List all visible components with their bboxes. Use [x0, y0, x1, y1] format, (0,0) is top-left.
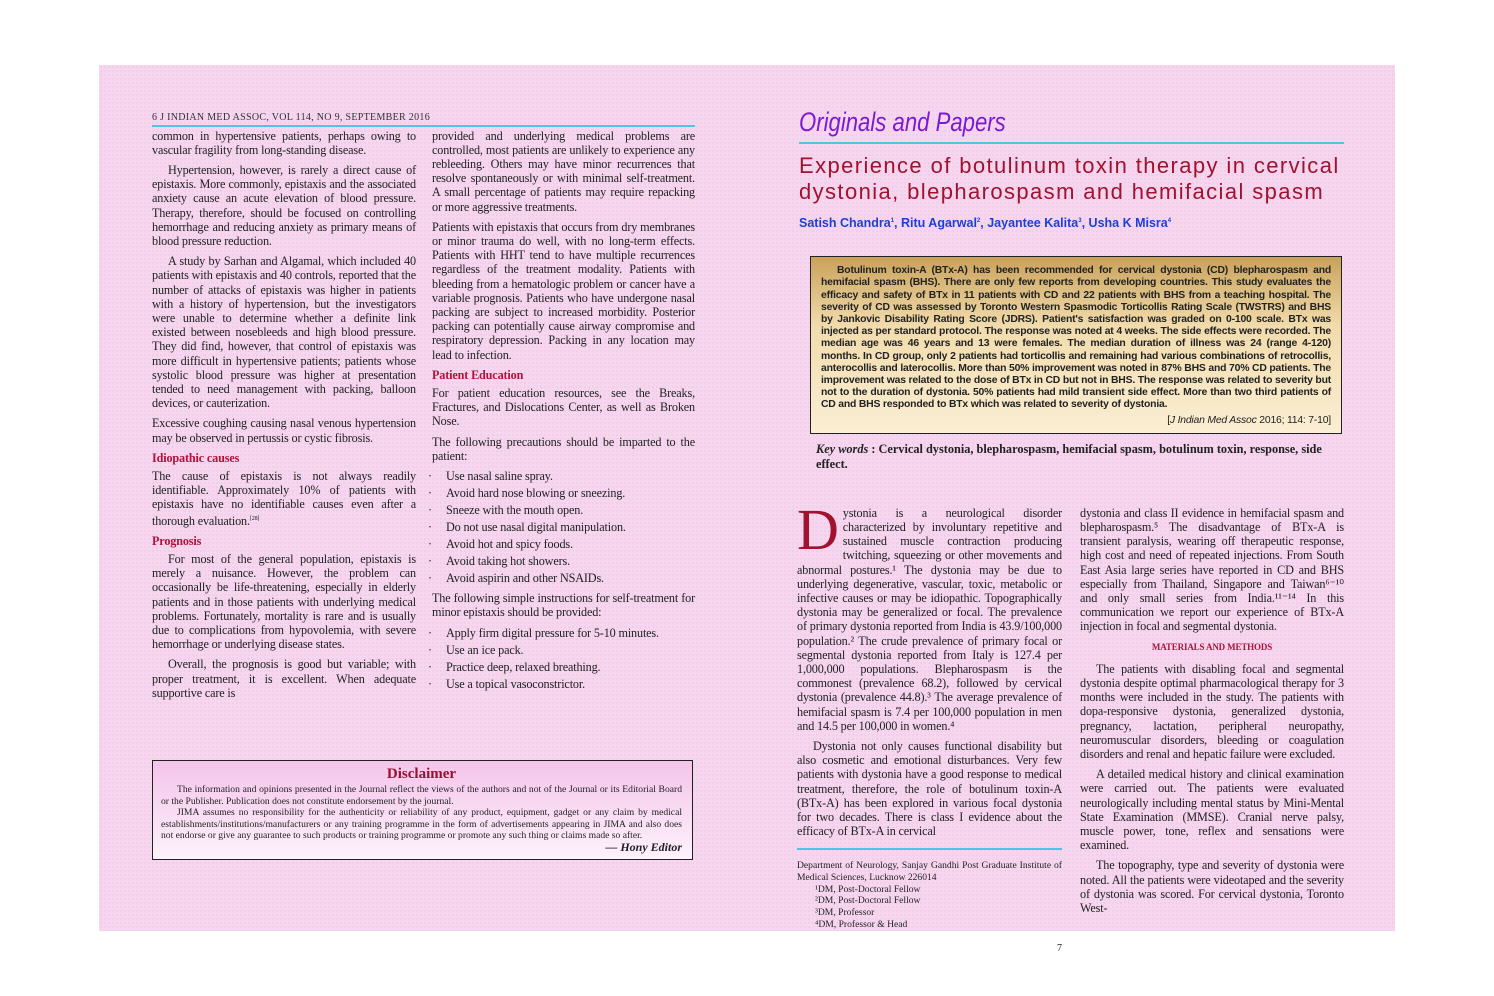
- disclaimer-signature: — Hony Editor: [605, 839, 682, 854]
- author: Satish Chandra: [799, 216, 891, 231]
- list-item: · Apply firm digital pressure for 5-10 minutes.: [432, 626, 695, 640]
- list-item: · Use a topical vasoconstrictor.: [432, 677, 695, 691]
- paragraph: The topography, type and severity of dystonia were noted. All the patients were videotaped and the severity of dystonia was scored. For cervical dystonia, Toronto West-: [1080, 858, 1344, 916]
- paragraph: Excessive coughing causing nasal venous hypertension may be observed in pertussis or cystic fibrosis.: [152, 416, 416, 445]
- list-item: · Do not use nasal digital manipulation.: [432, 520, 695, 534]
- author-sup: 1: [890, 218, 895, 224]
- list-item: · Sneeze with the mouth open.: [432, 503, 695, 517]
- paragraph: The following precautions should be imparted to the patient:: [432, 434, 695, 463]
- paragraph: [152, 469, 416, 528]
- paragraph: Dystonia not only causes functional disability but also cosmetic and emotional disturbances. Very few patients with dystonia have a good response to medical treatment, therefore, the role of botulinum toxin-A (BTx-A) has been explored in various focal dystonia for two decades. There is class I evidence about the efficacy of BTx-A in cervical: [797, 739, 1062, 839]
- author-sup: 3: [1078, 218, 1082, 224]
- paragraph-text: ystonia is a neurological disorder characterized by involuntary repetitive and sustained muscle contraction producing twitching, squeezing or other movements and abnormal postures.¹ The dystonia may be due to underlying degenerative, vascular, toxic, metabolic or infective causes or may be idiopathic. Topographically dystonia may be generalized or focal. The prevalence of primary dystonia reported from India is 43.9/100,000 population.² The crude prevalence of primary focal or segmental dystonia reported from Italy is 127.4 per 1,000,000 populations. Blepharospasm is the commonest (prevalence 68.2), followed by cervical dystonia (prevalence 44.8).³ The average prevalence of hemifacial spasm is 7.4 per 100,000 population in men and 14.5 per 100,000 in women.⁴: [797, 505, 1062, 733]
- list-item: · Avoid taking hot showers.: [432, 554, 695, 568]
- role: ¹DM, Post-Doctoral Fellow: [815, 883, 921, 895]
- author: Ritu Agarwal: [900, 216, 977, 231]
- paragraph: A detailed medical history and clinical examination were carried out. The patients were evaluated neurologically including mental status by Mini-Mental State Examination (MMSE). Cranial nerve palsy, muscle power, tone, reflex and sensations were examined.: [1080, 767, 1344, 853]
- disclaimer-box: [152, 760, 693, 861]
- paragraph: The patients with disabling focal and segmental dystonia despite optimal pharmacological therapy for 3 months were included in the study. The patients with dopa-responsive dystonia, generalized dystonia, pregnancy, lactation, peripheral neuropathy, neuromuscular disorders, bleeding or coagulation disorders and renal and hepatic failure were excluded.: [1080, 661, 1344, 762]
- disclaimer-text-2: JIMA assumes no responsibility for the authenticity or reliability of any product, equipment, gadget or any claim by medical establishments/institutions/manufacturers or any training programme in the form of advertisements appearing in JIMA and also does not endorse or give any guarantee to such products or training programme or promote any such thing or claims made so after.: [161, 807, 682, 841]
- left-column-2: [432, 129, 695, 707]
- disclaimer-text: The information and opinions presented in the Journal reflect the views of the authors and not of the Journal or its Editorial Board or the Publisher. Publication does not constitute endorsement by the journal.: [161, 784, 682, 807]
- section-heading: Prognosis: [152, 533, 202, 548]
- right-column-2: [1080, 506, 1344, 954]
- role: ⁴DM, Professor & Head: [815, 918, 908, 930]
- precautions-list: [432, 469, 695, 585]
- reference: [28]: [249, 515, 260, 522]
- paragraph: dystonia and class II evidence in hemifacial spasm and blepharospasm.⁵ The disadvantage of BTx-A is transient paralysis, wearing off therapeutic response, high cost and need of repeated injections. From South East Asia large series have reported in CD and BHS especially from Thailand, Singapore and Taiwan⁶⁻¹⁰ and only small series from India.¹¹⁻¹⁴ In this communication we report our experience of BTx-A injection in focal and segmental dystonia.: [1080, 505, 1344, 634]
- author-sup: 4: [1167, 218, 1172, 224]
- disclaimer-title: Disclaimer: [386, 765, 457, 782]
- citation-details: 2016; 114: 7-10]: [1259, 414, 1331, 426]
- keywords-text: : Cervical dystonia, blepharospasm, hemifacial spasm, botulinum toxin, response, side effect.: [816, 441, 1322, 471]
- instructions-list: [432, 626, 695, 691]
- keywords-label: Key words: [816, 441, 869, 456]
- page-number: 7: [1057, 942, 1062, 954]
- paragraph: Overall, the prognosis is good but variable; with proper treatment, it is excellent. When adequate supportive care is: [152, 657, 416, 700]
- author: Jayantee Kalita: [987, 216, 1079, 231]
- paragraph: Patients with epistaxis that occurs from dry membranes or minor trauma do well, with no long-term effects. Patients with HHT tend to have multiple recurrences regardless of the treatment modality. Patients with bleeding from a hematologic problem or cancer have a variable prognosis. Patients who have undergone nasal packing are subject to increased morbidity. Posterior packing can potentially cause airway compromise and respiratory depression. Packing in any location may lead to infection.: [432, 219, 695, 362]
- affiliation-footnote: [797, 860, 1062, 931]
- section-title: Originals and Papers: [799, 107, 1006, 137]
- list-item: · Avoid aspirin and other NSAIDs.: [432, 571, 695, 585]
- right-page: [799, 106, 1344, 954]
- section-rule: [799, 142, 1344, 144]
- paragraph: provided and underlying medical problems are controlled, most patients are unlikely to experience any rebleeding. Others may have minor recurrences that resolve spontaneously or with minimal self-treatment. A small percentage of patients may require repacking or more aggressive treatments.: [432, 128, 695, 214]
- right-column-1: [797, 496, 1062, 839]
- right-column-1-wrap: [797, 496, 1062, 954]
- list-item: · Use an ice pack.: [432, 643, 695, 657]
- header-rule: [152, 125, 695, 127]
- role: ²DM, Post-Doctoral Fellow: [815, 895, 921, 907]
- footnote-rule: [797, 848, 1062, 850]
- list-item: · Avoid hard nose blowing or sneezing.: [432, 486, 695, 500]
- abstract-box: [810, 256, 1342, 434]
- department: Department of Neurology, Sanjay Gandhi Post Graduate Institute of Medical Sciences, Lucknow 226014: [797, 859, 1062, 883]
- abstract-text: Botulinum toxin-A (BTx-A) has been recommended for cervical dystonia (CD) blepharospasm and hemifacial spasm (BHS). There are only few reports from developing countries. This study evaluates the efficacy and safety of BTx in 11 patients with CD and 22 patients with BHS from a teaching hospital. The severity of CD was assessed by Toronto Western Spasmodic Torticollis Rating Scale (TWSTRS) and BHS by Jankovic Disability Rating Score (JDRS). Patient's satisfaction was graded on 0-100 scale. BTx was injected as per standard protocol. The response was noted at 4 weeks. The side effects were recorded. The median age was 46 years and 13 were females. The median duration of illness was 24 (range 4-120) months. In CD group, only 2 patients had torticollis and remaining had various combinations of retrocollis, anterocollis and laterocollis. More than 50% improvement was noted in 87% BHS and 70% CD patients. The improvement was related to the dose of BTx in CD but not in BHS. The response was related to severity but not to the duration of dystonia. 50% patients had mild transient side effect. More than two third patients of CD and BHS responded to BTx which was related to severity of dystonia.: [821, 265, 1331, 411]
- role: ³DM, Professor: [815, 907, 875, 919]
- list-item: · Practice deep, relaxed breathing.: [432, 660, 695, 674]
- paragraph: For most of the general population, epistaxis is merely a nuisance. However, the problem can occasionally be life-threatening, especially in elderly patients and in those patients with underlying medical problems. Fortunately, mortality is rare and is usually due to complications from hypovolemia, with severe hemorrhage or underlying disease states.: [152, 552, 416, 652]
- paragraph: The following simple instructions for self-treatment for minor epistaxis should be provided:: [432, 591, 695, 620]
- left-column-1: [152, 129, 416, 707]
- section-heading: MATERIALS AND METHODS: [1151, 641, 1273, 652]
- paragraph-text: The cause of epistaxis is not always readily identifiable. Approximately 10% of patients with epistaxis have no identifiable causes even after a thorough evaluation.: [152, 468, 416, 528]
- paragraph: common in hypertensive patients, perhaps owing to vascular fragility from long-standing disease.: [152, 128, 416, 157]
- drop-cap: D: [797, 496, 839, 562]
- left-page: [152, 112, 695, 860]
- left-columns: [152, 129, 695, 707]
- list-item: · Use nasal saline spray.: [432, 469, 695, 483]
- list-item: · Avoid hot and spicy foods.: [432, 537, 695, 551]
- author-sup: 2: [976, 218, 981, 224]
- section-heading: Idiopathic causes: [152, 450, 240, 465]
- paragraph: A study by Sarhan and Algamal, which included 40 patients with epistaxis and 40 controls, reported that the number of attacks of epistaxis was higher in patients with a history of hypertension, but the investigators were unable to determine whether a definite link existed between nosebleeds and high blood pressure. They did find, however, that control of epistaxis was more difficult in hypertensive patients; patients whose systolic blood pressure was higher at presentation tended to need management with packing, balloon devices, or cauterization.: [152, 254, 416, 411]
- citation: [J Indian Med Assoc 2016; 114: 7-10]: [1167, 414, 1331, 426]
- running-head: 6 J INDIAN MED ASSOC, VOL 114, NO 9, SEPTEMBER 2016: [152, 112, 431, 123]
- paragraph: For patient education resources, see the Breaks, Fractures, and Dislocations Center, as well as Broken Nose.: [432, 385, 695, 429]
- article-title: Experience of botulinum toxin therapy in cervical dystonia, blepharospasm and hemifacial spasm: [799, 153, 1340, 204]
- section-heading: Patient Education: [432, 367, 524, 382]
- paragraph: [797, 496, 1062, 733]
- author: Usha K Misra: [1088, 216, 1168, 231]
- citation-journal: J Indian Med Assoc: [1169, 414, 1257, 426]
- author-list: Satish Chandra$^1$, Ritu Agarwal$^2$, Jayantee Kalita$^3$, Usha K Misra$^4$: [799, 216, 1172, 231]
- right-columns: [797, 496, 1344, 954]
- paragraph: Hypertension, however, is rarely a direct cause of epistaxis. More commonly, epistaxis and the associated anxiety cause an acute elevation of blood pressure. Therapy, therefore, should be focused on controlling hemorrhage and reducing anxiety as primary means of blood pressure reduction.: [152, 162, 416, 248]
- keywords: [816, 442, 1344, 472]
